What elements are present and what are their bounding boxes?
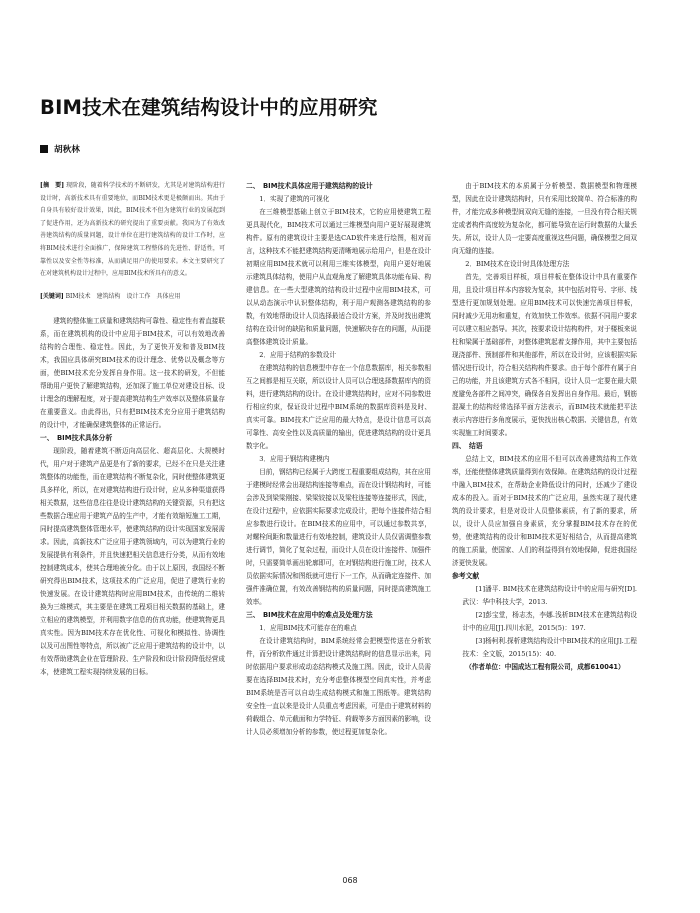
section-heading-2: 二、 BIM技术具体应用于建筑结构的设计	[246, 182, 373, 190]
keywords	[40, 291, 225, 304]
page-number: 068	[342, 876, 358, 885]
abstract-label: [摘 要]	[40, 182, 65, 189]
abstract-text: 现阶段，随着科学技术的不断研发，尤其是对建筑结构进行设计时，高新技术具有重要地位，而BIM技术更是极颇而出。其由于自身具有较好设计效果，因此，BIM技术不但为建筑行业的发展起到了促进作用，还为高新技术的研究提出了重要贡献。我国为了有效改善建筑结构的质量问题，设计单位在进行建筑结构的设计工作时，应将BIM技术进行全面推广，保障建筑工程整体的先进性、舒适性，可靠性以及安全性等标准，从而满足用户的使用要求。本文主要研究了在对建筑机构设计过程中，应用BIM技术所具有的意义。	[40, 182, 225, 278]
author-line	[40, 143, 80, 155]
section-heading-3: 三、 BIM技术在应用中的难点及处理方法	[246, 611, 373, 619]
intro-paragraph: 建筑的整体施工质量和建筑结构可靠性、稳定性有着直接联系，而在建筑机构的设计中应用于BIM技术，可以有效地改善结构的合理性、稳定性。因此，为了更快开发和普及BIM技术，我国应具体研究BIM技术的设计理念、优势以及概念等方面，使BIM技术充分发挥自身作用。这一技术的研发，不但能帮助用户更快了解建筑结构，还加深了施工单位对建设目标、设计理念的理解程度，对于提高建筑结构生产效率以及整体质量存在重要意义。由此得出，只有把BIM技术充分应用于建筑结构的设计中，才能确保建筑整体的正常运行。	[40, 317, 225, 430]
section-2-1-body: 在三维模型基础上创立于BIM技术，它的应用使建筑工程更具现代化，BIM技术可以通过三维模型向用户更好展现建筑构件。原有的建筑设计主要是选CAD软件来进行绘图，相对而言，这种技术不能把建筑结构更清晰地展示给用户，但是在设计初期应用BIM技术就可以利用三维实体模型，向用户更好地展示建筑具体结构，使用户从直观角度了解建筑具体功能布局、构建信息。在一些大型建筑的结构设计过程中应用BIM技术，可以从动态演示中认识整体结构，利于用户观测各建筑结构的参数，有效地帮助设计人员选择最适合设计方案，并及时找出建筑结构在设计时的缺陷和质量问题，快速解决存在的问题，从而提高整体建筑设计质量。	[246, 208, 431, 346]
column-3	[452, 180, 637, 674]
section-1-body: 现阶段，随着建筑不断迈向高层化、超高层化、大规模时代，用户对于建筑产品更是有了新的要求，已经不在只是关注建筑整体的功能性，而在建筑结构不断复杂化，同时使整体建筑更具多样化，所以，在对建筑结构进行设计时，应从多种渠道获得相关数据，这些信息往往是设计建筑结构的关键资源，只有把这些数据合理应用于建筑产品的生产中，才能有效缩短施工工期，同时提高建筑整体管理水平，使建筑结构的设计实现国家发展需求。因此，高新技术广泛应用于建筑领域内，可以为建筑行业的发展提供有利条件，并且快速把相关信息进行分类，从而有效地控制建筑成本，使其合理地被分化。由于以上原因，我国经不断研究得出BIM技术，这项技术的广泛应用，促进了建筑行业的快速发展。在设计建筑结构时应用BIM技术，由传统的二维转换为三维模式，其主要是在建筑工程项目相关数据的基础上，建立相应的建筑模型，并利用数字信息的仿真功能，使建筑物更具真实性。因为BIM技术存在优化性、可视化和模拟性、协调性以及可出图性等特点，所以被广泛应用于建筑结构的设计中，以有效帮助建筑企业在管理阶段、生产阶段和设计阶段降低经营成本，使建筑工程实现持续发展的目标。	[40, 447, 225, 677]
subheading-2-1: 1．实现了建筑的可视化	[259, 195, 330, 203]
section-heading-4: 四、 结语	[452, 442, 483, 450]
reference-item: [1]潘平. BIM技术在建筑结构设计中的应用与研究[D].武汉：华中科技大学，2013.	[462, 585, 637, 606]
author-name: 胡秋林	[54, 145, 80, 155]
section-3-1-body-continued: 由于BIM技术的本质属于分析模型、数据模型和物理模型，因此在设计建筑结构时，只有采用比较简单、符合标准的构件，才能完成多种模型间双向无缝的连接，一旦没有符合相关规定或者构件高度较为复杂化，都可能导致在运行时数据的大量丢失。所以，设计人员一定要高度重视这些问题，确保模型之间双向无缝的连接。	[452, 182, 637, 255]
section-heading-1: 一、 BIM技术具体分析	[40, 434, 113, 443]
keywords-text: BIM技术 建筑结构 设计工作 具体应用	[65, 292, 181, 300]
reference-item: [3]杨柯利.探析建筑结构设计中BIM技术的应用[J].工程技术：全文版，2015(15)：40.	[462, 637, 637, 658]
article-title: BIM技术在建筑结构设计中的应用研究	[40, 96, 378, 119]
section-4-body: 总结上文，BIM技术的应用不但可以改善建筑结构工作效率，还能使整体建筑质量得到有效保障。在建筑结构的设计过程中融入BIM技术，在帮助企业降低设计的同时，还减少了建设成本的投入。而对于BIM技术的广泛应用，虽然实现了现代建筑的设计要求，但是对设计人员整体素质，有了新的要求，所以，设计人员应加强自身素质，充分掌握BIM技术存在的优势，使建筑结构的设计和BIM技术更好相结合，从而提高建筑的施工质量，使国家、人们的利益得到有效地保障，促进我国经济更快发展。	[452, 455, 637, 567]
section-3-2-body: 首先，完善项目样板，项目样板在整体设计中具有重要作用，且设计项目样本内容较为复杂，其中包括对符号、字形、线型进行更加规划处理。应用BIM技术可以快速完善项目样板，同时减少无用功和重复，有效加快工作效率。依据不同用户要求可以建立相应指导。其次，按要求设计结构构件，对于楼板来说柱和梁属于基础部件，对整体建筑起着支撑作用，其中主要包括现浇部件、预制部件和其他部件，所以在设计时，应该根据实际情况进行设计，符合相关结构构件要求。由于每个部件有属于自己的功能，并且该建筑方式各不相同，设计人员一定要在最大限度避免各部件之间冲突，确保各自发挥出自身作用。最后，钢筋混凝土的结构经常选择平面方法表示，而BIM技术就能把平法表示内容进行多角度展示，更快找出核心数据、关键信息，有效实现施工时间要求。	[452, 273, 637, 437]
subheading-2-3: 3．应用于钢结构建模内	[259, 455, 330, 463]
column-2	[246, 180, 431, 739]
square-bullet-icon	[40, 145, 48, 153]
keywords-label: [关键词]	[40, 292, 64, 300]
author-affiliation: （作者单位：中国成达工程有限公司，成都610041）	[465, 663, 625, 671]
section-3-1-body: 在设计建筑结构时，BIM系统经常会把模型传送在分析软件，而分析软件通过计算把设计建筑结构时的信息显示出来，同时依据用户要求形成动态结构模式及施工图。因此，设计人员需要在选择BIM技术时，充分考虑整体模型空间真实性，并考虑BIM系统是否可以自动生成结构模式和施工图纸等。建筑结构安全性一直以来是设计人员重点考虑因素，可是由于建筑材料的荷载组合、单元截面和力学特征、荷载等多方面因素的影响，设计人员必须增加分析的参数，使过程更加复杂化。	[246, 637, 431, 736]
subheading-3-2: 2．BIM技术在设计时具体处理方法	[465, 260, 570, 268]
column-1	[40, 180, 225, 679]
reference-item: [2]彭宝堂，杨志杰，李娜.浅析BIM技术在建筑结构设计中的应用[J].四川水泥，2015(5)：197.	[462, 611, 637, 632]
subheading-3-1: 1．应用BIM技术可能存在的难点	[259, 624, 357, 632]
abstract	[40, 180, 225, 281]
section-2-3-body: 目前，钢结构已经属于大跨度工程重要组成结构，其在应用于建模时经常会出现结构连接等难点，而在设计钢结构时，可能会涉及到梁梁刚接、梁梁铰接以及梁柱连接等连接形式，因此，在设计过程中，应依据实际要求完成设计，把每个连接件结合相应参数进行设计。在BIM技术的应用中，可以通过参数共享，对螺栓间距和数量进行有效地控制，建筑设计人员仅需调整参数进行调节，简化了复杂过程，而设计人员在设计连接件、加强件时，只需要简单画出轮廓即可，在对钢结构进行施工时，技术人员依据实际情况和图纸就可进行下一工作，从而确定连接件、加强件准确位置，有效改善钢结构的质量问题，同时提高建筑施工效率。	[246, 468, 431, 606]
section-2-2-body: 在建筑结构的信息模型中存在一个信息数据库，相关参数相互之间都是相互关联，所以设计人员可以合理选择数据库内的资料，进行建筑结构的设计。在设计建筑结构时，应对不同参数进行相应约束，保证设计过程中BIM系统的数据库资料是及时、真实可靠。BIM技术广泛应用的最大特点，是设计信息可以高可靠性、高安全性以及高质量的输出，促进建筑结构的设计更具数字化。	[246, 364, 431, 450]
references-heading: 参考文献	[452, 572, 480, 580]
subheading-2-2: 2．应用于结构的参数设计	[259, 351, 336, 359]
